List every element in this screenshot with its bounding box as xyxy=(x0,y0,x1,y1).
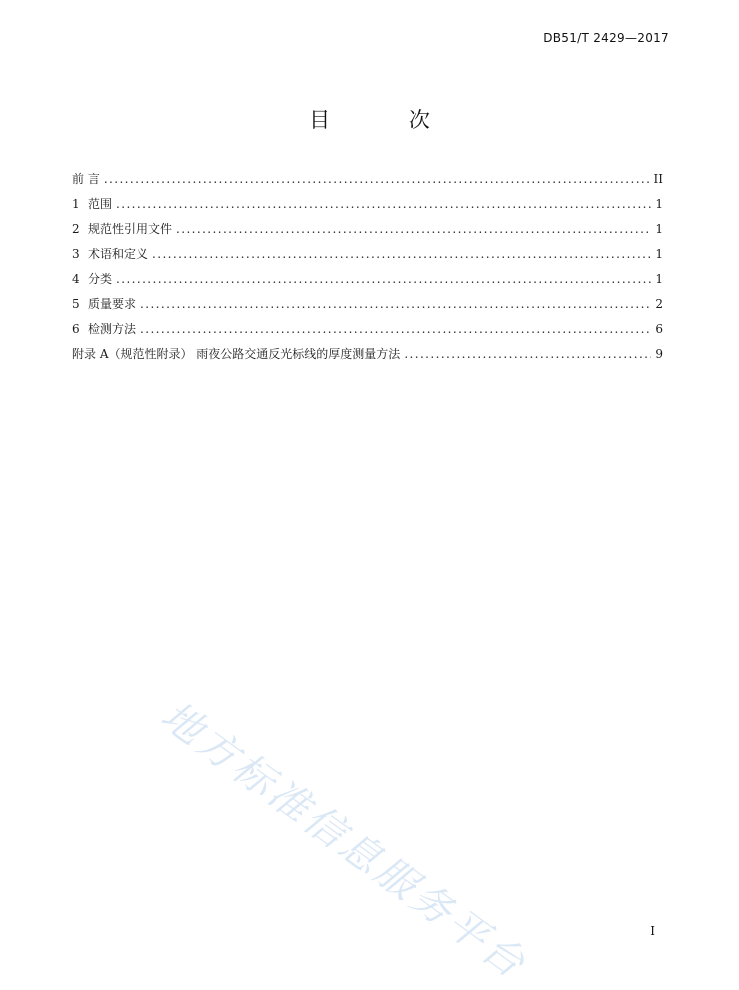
toc-leader-dots xyxy=(140,320,651,338)
toc-entry-number: 1 xyxy=(72,197,80,211)
toc-leader-dots xyxy=(140,295,651,313)
toc-entry-number: 5 xyxy=(72,297,80,311)
toc-entry-label: 前 言 xyxy=(72,172,100,186)
page-title: 目 次 xyxy=(309,108,466,132)
toc-entry-label: 检测方法 xyxy=(88,322,137,336)
toc-entry-scope[interactable] xyxy=(72,195,663,220)
toc-entry-page: 6 xyxy=(655,322,663,336)
toc-leader-dots xyxy=(176,220,651,238)
toc-leader-dots xyxy=(116,270,651,288)
toc-leader-dots xyxy=(104,170,650,188)
toc-entry-test-methods[interactable] xyxy=(72,320,663,345)
watermark: 地方标准信息服务平台 xyxy=(152,692,536,989)
document-code: DB51/T 2429—2017 xyxy=(543,31,669,45)
page-number: I xyxy=(650,924,655,938)
toc-entry-page: 9 xyxy=(655,347,663,361)
toc-entry-label: 术语和定义 xyxy=(88,247,149,261)
toc-entry-page: 2 xyxy=(655,297,663,311)
table-of-contents xyxy=(72,170,663,370)
toc-entry-classification[interactable] xyxy=(72,270,663,295)
toc-leader-dots xyxy=(404,345,651,363)
toc-entry-label: 分类 xyxy=(88,272,113,286)
toc-entry-terms-definitions[interactable] xyxy=(72,245,663,270)
toc-entry-page: 1 xyxy=(655,222,663,236)
toc-entry-foreword[interactable] xyxy=(72,170,663,195)
toc-entry-label: 质量要求 xyxy=(88,297,137,311)
toc-entry-quality-requirements[interactable] xyxy=(72,295,663,320)
toc-entry-label: 附录 A（规范性附录） 雨夜公路交通反光标线的厚度测量方法 xyxy=(72,347,401,361)
toc-entry-number: 3 xyxy=(72,247,80,261)
toc-entry-page: II xyxy=(653,172,663,186)
toc-entry-normative-references[interactable] xyxy=(72,220,663,245)
toc-entry-label: 范围 xyxy=(88,197,113,211)
toc-entry-page: 1 xyxy=(655,197,663,211)
toc-entry-page: 1 xyxy=(655,247,663,261)
toc-entry-page: 1 xyxy=(655,272,663,286)
toc-leader-dots xyxy=(152,245,651,263)
toc-entry-number: 4 xyxy=(72,272,80,286)
toc-entry-number: 6 xyxy=(72,322,80,336)
toc-entry-appendix-a[interactable] xyxy=(72,345,663,370)
toc-leader-dots xyxy=(116,195,651,213)
toc-entry-number: 2 xyxy=(72,222,80,236)
toc-entry-label: 规范性引用文件 xyxy=(88,222,173,236)
